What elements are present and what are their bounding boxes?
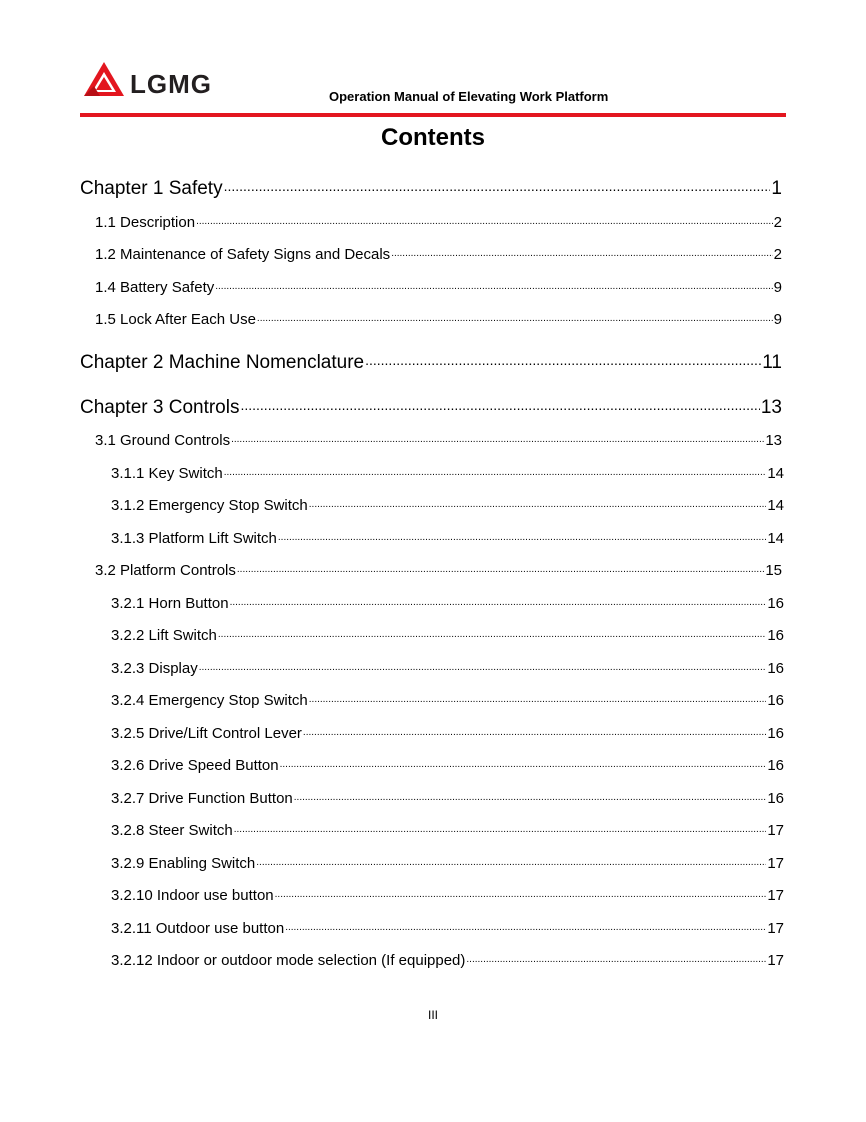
toc-dot-leader bbox=[230, 598, 767, 608]
toc-entry-page: 13 bbox=[760, 397, 782, 418]
toc-section-entry[interactable] bbox=[111, 627, 784, 644]
toc-entry-title: 1.4 Battery Safety bbox=[95, 279, 215, 296]
toc-entry-title: 3.2 Platform Controls bbox=[95, 562, 236, 579]
toc-entry-title: 3.2.5 Drive/Lift Control Lever bbox=[111, 725, 302, 742]
toc-entry-title: 3.2.3 Display bbox=[111, 660, 198, 677]
toc-section-entry[interactable] bbox=[111, 757, 784, 774]
toc-dot-leader bbox=[196, 217, 773, 227]
logo-triangle-icon bbox=[84, 62, 124, 96]
toc-entry-page: 9 bbox=[773, 311, 782, 328]
toc-dot-leader bbox=[466, 955, 766, 965]
toc-section-entry[interactable] bbox=[111, 952, 784, 969]
toc-dot-leader bbox=[309, 695, 767, 705]
toc-entry-title: 3.1.1 Key Switch bbox=[111, 465, 223, 482]
toc-dot-leader bbox=[391, 249, 772, 259]
toc-entry-page: 14 bbox=[767, 497, 784, 514]
toc-chapter-entry[interactable] bbox=[80, 352, 782, 374]
toc-entry-page: 9 bbox=[773, 279, 782, 296]
toc-entry-title: 3.2.8 Steer Switch bbox=[111, 822, 233, 839]
toc-section-entry[interactable] bbox=[95, 562, 782, 579]
toc-section-entry[interactable] bbox=[111, 920, 784, 937]
toc-dot-leader bbox=[237, 565, 764, 575]
manual-title: Operation Manual of Elevating Work Platform bbox=[329, 89, 609, 104]
toc-dot-leader bbox=[256, 858, 766, 868]
toc-entry-title: 3.2.10 Indoor use button bbox=[111, 887, 274, 904]
toc-dot-leader bbox=[199, 663, 767, 673]
toc-section-entry[interactable] bbox=[95, 214, 782, 231]
toc-entry-page: 17 bbox=[767, 855, 784, 872]
toc-entry-page: 16 bbox=[767, 757, 784, 774]
toc-dot-leader bbox=[365, 354, 761, 368]
toc-section-entry[interactable] bbox=[95, 311, 782, 328]
toc-entry-page: 1 bbox=[771, 178, 782, 199]
toc-entry-title: Chapter 2 Machine Nomenclature bbox=[80, 352, 365, 373]
toc-section-entry[interactable] bbox=[95, 279, 782, 296]
toc-dot-leader bbox=[224, 468, 767, 478]
toc-entry-page: 11 bbox=[762, 352, 782, 373]
toc-dot-leader bbox=[285, 923, 766, 933]
toc-entry-title: Chapter 3 Controls bbox=[80, 397, 240, 418]
toc-entry-title: 3.2.9 Enabling Switch bbox=[111, 855, 256, 872]
toc-section-entry[interactable] bbox=[111, 465, 784, 482]
page-header bbox=[80, 58, 786, 120]
toc-entry-page: 16 bbox=[767, 627, 784, 644]
toc-dot-leader bbox=[275, 890, 767, 900]
toc-section-entry[interactable] bbox=[111, 692, 784, 709]
toc-entry-page: 14 bbox=[767, 530, 784, 547]
toc-entry-title: 3.2.1 Horn Button bbox=[111, 595, 229, 612]
toc-chapter-entry[interactable] bbox=[80, 178, 782, 200]
toc-entry-page: 15 bbox=[765, 562, 782, 579]
toc-entry-title: 3.1.3 Platform Lift Switch bbox=[111, 530, 277, 547]
toc-dot-leader bbox=[303, 728, 766, 738]
toc-entry-title: 3.2.6 Drive Speed Button bbox=[111, 757, 279, 774]
toc-entry-page: 17 bbox=[767, 887, 784, 904]
toc-entry-title: 1.5 Lock After Each Use bbox=[95, 311, 256, 328]
toc-entry-title: 3.2.12 Indoor or outdoor mode selection (If equipped) bbox=[111, 952, 466, 969]
page-title: Contents bbox=[381, 124, 485, 151]
toc-dot-leader bbox=[234, 825, 767, 835]
toc-dot-leader bbox=[218, 630, 766, 640]
toc-section-entry[interactable] bbox=[111, 497, 784, 514]
toc-dot-leader bbox=[224, 180, 771, 194]
toc-section-entry[interactable] bbox=[111, 822, 784, 839]
toc-section-entry[interactable] bbox=[111, 595, 784, 612]
toc-dot-leader bbox=[231, 435, 764, 445]
toc-entry-page: 16 bbox=[767, 725, 784, 742]
lgmg-logo bbox=[82, 60, 232, 102]
toc-section-entry[interactable] bbox=[111, 887, 784, 904]
toc-entry-title: 3.2.2 Lift Switch bbox=[111, 627, 217, 644]
toc-entry-page: 16 bbox=[767, 660, 784, 677]
toc-entry-page: 16 bbox=[767, 595, 784, 612]
toc-section-entry[interactable] bbox=[111, 855, 784, 872]
toc-entry-title: 3.2.11 Outdoor use button bbox=[111, 920, 285, 937]
toc-dot-leader bbox=[309, 500, 767, 510]
toc-entry-title: Chapter 1 Safety bbox=[80, 178, 223, 199]
toc-dot-leader bbox=[280, 760, 767, 770]
toc-section-entry[interactable] bbox=[111, 790, 784, 807]
toc-entry-page: 17 bbox=[767, 822, 784, 839]
toc-chapter-entry[interactable] bbox=[80, 397, 782, 419]
toc-section-entry[interactable] bbox=[111, 660, 784, 677]
toc-section-entry[interactable] bbox=[95, 246, 782, 263]
toc-entry-page: 14 bbox=[767, 465, 784, 482]
toc-dot-leader bbox=[294, 793, 767, 803]
toc-entry-page: 17 bbox=[767, 920, 784, 937]
toc-entry-page: 16 bbox=[767, 790, 784, 807]
toc-dot-leader bbox=[215, 282, 772, 292]
toc-entry-page: 13 bbox=[765, 432, 782, 449]
header-divider bbox=[80, 113, 786, 117]
toc-entry-title: 3.1.2 Emergency Stop Switch bbox=[111, 497, 308, 514]
toc-entry-page: 16 bbox=[767, 692, 784, 709]
toc-section-entry[interactable] bbox=[95, 432, 782, 449]
toc-section-entry[interactable] bbox=[111, 725, 784, 742]
logo-wordmark: LGMG bbox=[130, 69, 212, 99]
toc-dot-leader bbox=[278, 533, 766, 543]
page-number: III bbox=[427, 1008, 438, 1022]
toc-entry-title: 3.2.7 Drive Function Button bbox=[111, 790, 293, 807]
toc-entry-page: 2 bbox=[773, 214, 782, 231]
toc-dot-leader bbox=[240, 399, 759, 413]
toc-entry-page: 2 bbox=[773, 246, 782, 263]
toc-entry-title: 3.2.4 Emergency Stop Switch bbox=[111, 692, 308, 709]
toc-entry-page: 17 bbox=[767, 952, 784, 969]
toc-entry-title: 3.1 Ground Controls bbox=[95, 432, 231, 449]
toc-section-entry[interactable] bbox=[111, 530, 784, 547]
toc-dot-leader bbox=[257, 314, 773, 324]
toc-entry-title: 1.2 Maintenance of Safety Signs and Decals bbox=[95, 246, 391, 263]
toc-entry-title: 1.1 Description bbox=[95, 214, 196, 231]
